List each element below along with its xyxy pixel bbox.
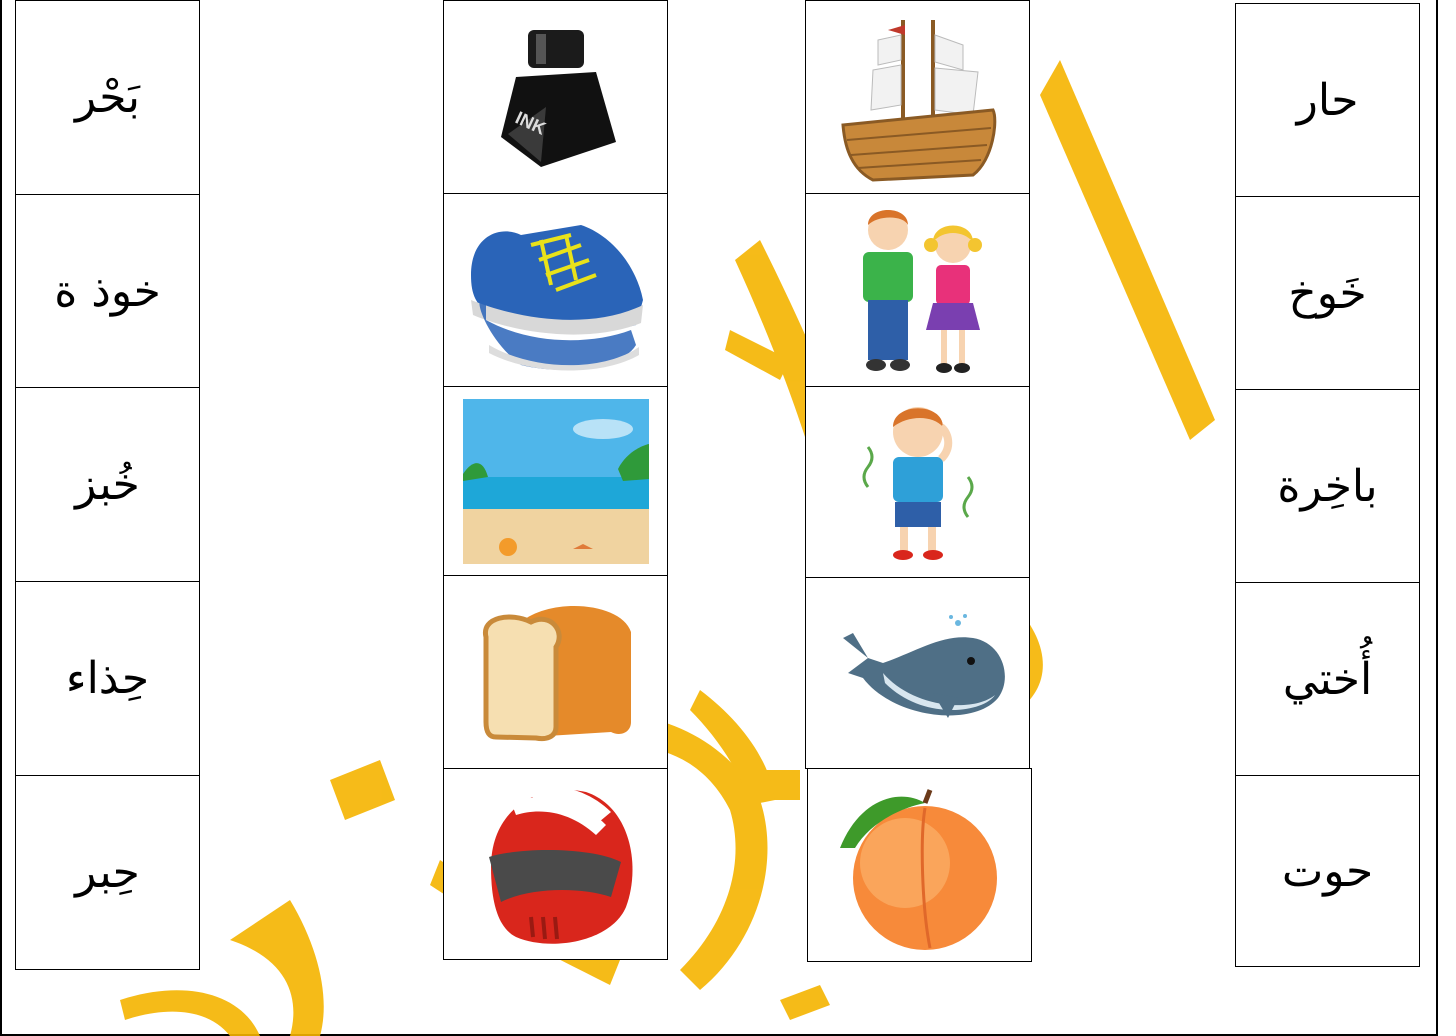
word-text: حوت [1281, 845, 1374, 897]
word-text: بَحْر [75, 72, 140, 123]
word-card[interactable] [1235, 196, 1420, 390]
picture-card[interactable] [443, 575, 668, 769]
word-text: خوذ ة [54, 265, 161, 317]
picture-card[interactable] [443, 193, 668, 387]
helmet-icon [471, 777, 641, 952]
sneakers-icon [461, 205, 651, 375]
picture-card[interactable] [443, 768, 668, 960]
word-text: أُختي [1282, 653, 1373, 705]
siblings-icon [838, 200, 998, 380]
word-card[interactable] [1235, 775, 1420, 967]
picture-card[interactable] [805, 0, 1030, 194]
word-card[interactable] [15, 387, 200, 582]
svg-text:INK: INK [511, 107, 549, 139]
word-text: باخِرة [1277, 460, 1378, 512]
word-card[interactable] [1235, 3, 1420, 197]
picture-card[interactable] [807, 768, 1032, 962]
ship-icon [833, 10, 1003, 185]
word-card[interactable] [15, 581, 200, 776]
word-card[interactable] [15, 775, 200, 970]
word-text: حِذاء [65, 653, 150, 704]
picture-card[interactable] [443, 386, 668, 576]
word-card[interactable] [15, 0, 200, 195]
beach-icon [463, 399, 649, 564]
picture-card[interactable] [805, 577, 1030, 769]
word-text: حار [1296, 74, 1359, 126]
picture-card[interactable] [443, 0, 668, 194]
picture-card[interactable] [805, 193, 1030, 387]
word-text: حِبر [75, 847, 140, 898]
whale-icon [823, 613, 1013, 733]
bread-icon [471, 602, 641, 742]
picture-card[interactable] [805, 386, 1030, 578]
hot-boy-icon [853, 397, 983, 567]
word-text: خَوخ [1288, 267, 1367, 319]
word-card[interactable] [1235, 582, 1420, 776]
peach-icon [830, 778, 1010, 953]
word-text: خُبز [75, 459, 140, 510]
word-card[interactable] [15, 194, 200, 388]
ink-bottle-icon [486, 22, 626, 172]
word-card[interactable] [1235, 389, 1420, 583]
